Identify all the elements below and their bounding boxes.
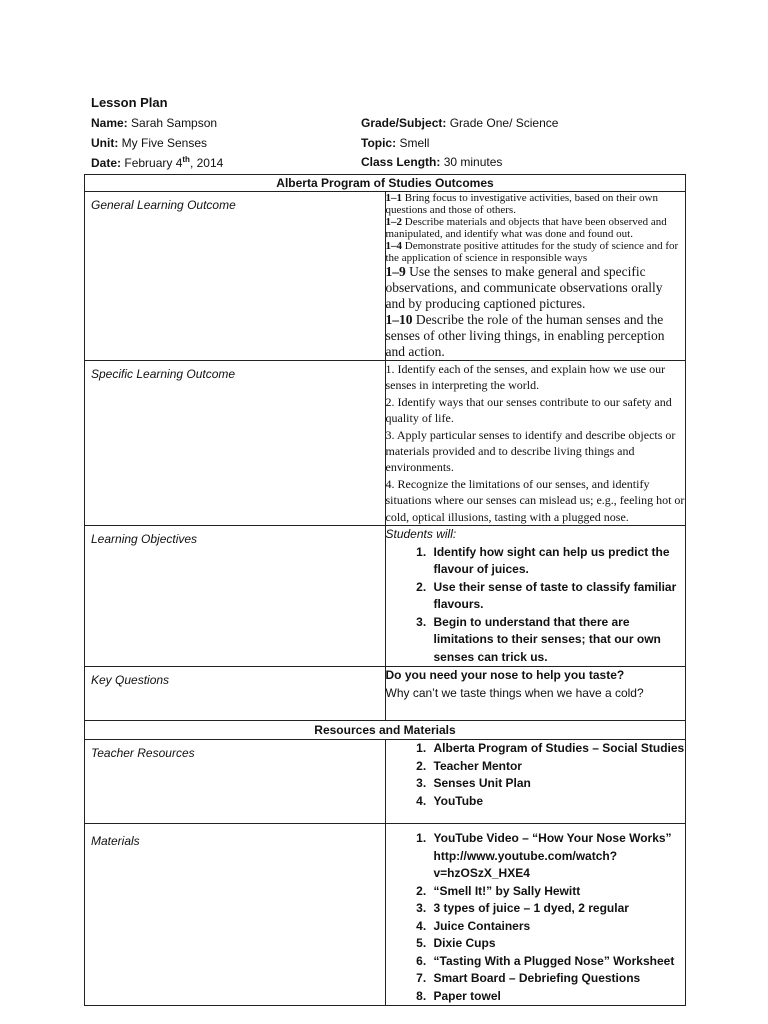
document-title: Lesson Plan	[91, 95, 168, 110]
teacher-resources-content	[385, 740, 686, 824]
key-questions-label: Key Questions	[85, 667, 386, 721]
outcomes-heading: Alberta Program of Studies Outcomes	[85, 175, 686, 192]
learning-objectives-label: Learning Objectives	[85, 526, 386, 667]
learning-objectives-row	[85, 526, 686, 667]
topic-line	[361, 136, 429, 150]
material-item: 1. YouTube Video – “How Your Nose Works” http://www.youtube.com/watch?v=hzOSzX_HXE4	[430, 830, 686, 883]
length-line	[361, 155, 502, 169]
material-item: 4. Juice Containers	[430, 918, 686, 936]
specific-item: 4. Recognize the limitations of our senses, and identify situations where our senses can mislead us; e.g., feeling hot or cold, optical illusions, tasting with a plugged nose.	[385, 476, 685, 524]
video-url: http://www.youtube.com/watch?v=hzOSzX_HXE4	[433, 848, 618, 881]
objective-item: 3. Begin to understand that there are limitations to their senses; that our own senses can trick us.	[430, 614, 686, 667]
specific-item: 3. Apply particular senses to identify and describe objects or materials provided and to describe living things and environments.	[385, 427, 676, 475]
students-will-intro: Students will:	[385, 527, 457, 542]
teacher-resources-list	[386, 740, 686, 810]
materials-content	[385, 824, 686, 1006]
outcome-item: 1–2 Describe materials and objects that have been observed and manipulated, and identify what was done and found out.	[385, 216, 667, 240]
grade-label: Grade/Subject:	[361, 116, 447, 130]
name-line	[91, 116, 217, 130]
teacher-name: Sarah Sampson	[131, 116, 218, 130]
material-item: 6. “Tasting With a Plugged Nose” Worksheet	[430, 953, 686, 971]
date-label: Date:	[91, 156, 122, 170]
outcome-item: 1–10 Describe the role of the human senses and the senses of other living things, in enabling perception and action.	[385, 312, 665, 359]
topic-value: Smell	[399, 136, 430, 150]
grade-line	[361, 116, 558, 130]
resource-item: 2. Teacher Mentor	[430, 758, 686, 776]
topic-label: Topic:	[361, 136, 397, 150]
name-label: Name:	[91, 116, 128, 130]
outcome-item: 1–4 Demonstrate positive attitudes for the study of science and for the application of science in responsible ways	[385, 240, 679, 264]
objective-item: 2. Use their sense of taste to classify familiar flavours.	[430, 579, 686, 614]
general-outcome-content	[385, 192, 686, 361]
resource-item: 1. Alberta Program of Studies – Social Studies	[430, 740, 686, 758]
material-item: 8. Paper towel	[430, 988, 686, 1006]
general-outcome-label: General Learning Outcome	[85, 192, 386, 361]
objectives-list	[386, 544, 686, 667]
specific-outcome-row	[85, 361, 686, 526]
material-item: 7. Smart Board – Debriefing Questions	[430, 970, 686, 988]
date-value: February 4th, 2014	[124, 155, 224, 170]
materials-list	[386, 830, 686, 1005]
key-questions-row	[85, 667, 686, 721]
resources-heading: Resources and Materials	[85, 721, 686, 740]
specific-outcome-content	[385, 361, 686, 526]
length-label: Class Length:	[361, 155, 441, 169]
outcome-item: 1–1 Bring focus to investigative activities, based on their own questions and those of others.	[385, 192, 659, 216]
unit-value: My Five Senses	[121, 136, 208, 150]
resource-item: 3. Senses Unit Plan	[430, 775, 686, 793]
key-question: Why can’t we taste things when we have a cold?	[385, 685, 644, 700]
general-outcome-row	[85, 192, 686, 361]
material-item: 3. 3 types of juice – 1 dyed, 2 regular	[430, 900, 686, 918]
key-questions-content	[385, 667, 686, 721]
learning-objectives-content	[385, 526, 686, 667]
lesson-plan-table	[84, 174, 686, 1006]
teacher-resources-label: Teacher Resources	[85, 740, 386, 824]
key-question: Do you need your nose to help you taste?	[385, 668, 625, 683]
objective-item: 1. Identify how sight can help us predict the flavour of juices.	[430, 544, 686, 579]
grade-value: Grade One/ Science	[449, 116, 559, 130]
resource-item: 4. YouTube	[430, 793, 686, 811]
date-line	[91, 155, 223, 170]
teacher-resources-row	[85, 740, 686, 824]
specific-item: 2. Identify ways that our senses contribute to our safety and quality of life.	[385, 394, 672, 426]
materials-label: Materials	[85, 824, 386, 1006]
specific-outcome-label: Specific Learning Outcome	[85, 361, 386, 526]
outcome-item: 1–9 Use the senses to make general and specific observations, and communicate observations orally and by producing captioned pictures.	[385, 264, 663, 311]
specific-item: 1. Identify each of the senses, and explain how we use our senses in interpreting the world.	[385, 362, 666, 393]
material-item: 2. “Smell It!” by Sally Hewitt	[430, 883, 686, 901]
materials-row	[85, 824, 686, 1006]
unit-line	[91, 136, 207, 150]
length-value: 30 minutes	[443, 155, 503, 169]
material-item: 5. Dixie Cups	[430, 935, 686, 953]
unit-label: Unit:	[91, 136, 119, 150]
